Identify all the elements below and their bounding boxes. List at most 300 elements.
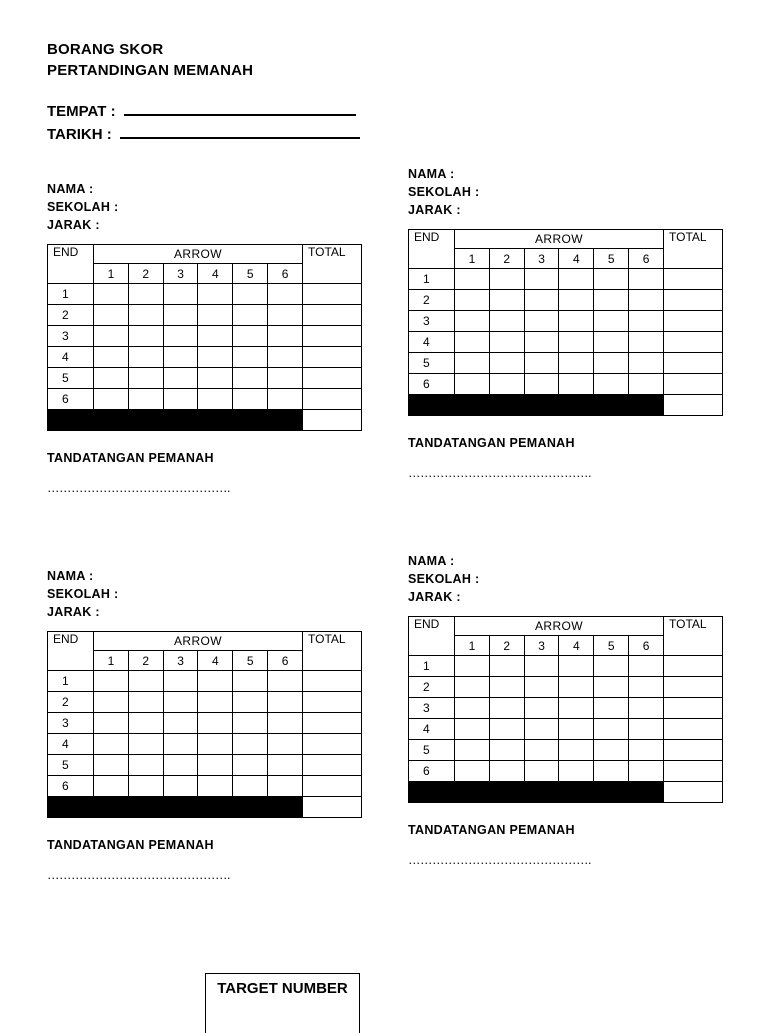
- total-header: TOTAL: [303, 632, 362, 671]
- score-cell[interactable]: [128, 755, 163, 776]
- score-cell[interactable]: [94, 755, 129, 776]
- score-cell[interactable]: [559, 290, 594, 311]
- end-total-cell[interactable]: [664, 353, 723, 374]
- score-cell[interactable]: [268, 776, 303, 797]
- end-number: 5: [48, 755, 94, 776]
- end-total-cell[interactable]: [664, 290, 723, 311]
- score-cell[interactable]: [128, 284, 163, 305]
- score-cell[interactable]: [559, 761, 594, 782]
- end-number: 6: [409, 761, 455, 782]
- score-cell[interactable]: [594, 311, 629, 332]
- table-row: [48, 776, 362, 797]
- table-row: [48, 284, 362, 305]
- score-card-4: [408, 552, 724, 867]
- score-cell[interactable]: [94, 734, 129, 755]
- blackout-bar: [48, 797, 303, 818]
- score-cell[interactable]: [559, 332, 594, 353]
- score-cell[interactable]: [594, 353, 629, 374]
- score-cell[interactable]: [268, 347, 303, 368]
- signature-line[interactable]: ……………………………………….: [47, 481, 230, 495]
- score-cell[interactable]: [524, 332, 559, 353]
- end-number: 1: [48, 284, 94, 305]
- score-cell[interactable]: [128, 776, 163, 797]
- score-cell[interactable]: [455, 698, 490, 719]
- score-cell[interactable]: [455, 761, 490, 782]
- score-cell[interactable]: [163, 692, 198, 713]
- score-table: [47, 244, 362, 431]
- score-cell[interactable]: [489, 269, 524, 290]
- end-number: 2: [409, 677, 455, 698]
- score-cell[interactable]: [233, 305, 268, 326]
- score-cell[interactable]: [594, 698, 629, 719]
- end-number: 4: [48, 734, 94, 755]
- score-cell[interactable]: [559, 719, 594, 740]
- end-number: 5: [409, 740, 455, 761]
- score-cell[interactable]: [163, 284, 198, 305]
- end-total-cell[interactable]: [664, 656, 723, 677]
- score-cell[interactable]: [94, 389, 129, 410]
- score-cell[interactable]: [559, 269, 594, 290]
- score-cell[interactable]: [594, 332, 629, 353]
- score-cell[interactable]: [94, 776, 129, 797]
- score-cell[interactable]: [233, 692, 268, 713]
- arrow-number: 4: [198, 651, 233, 671]
- table-row: [409, 353, 723, 374]
- table-row: [409, 719, 723, 740]
- score-cell[interactable]: [198, 305, 233, 326]
- score-cell[interactable]: [629, 269, 664, 290]
- score-cell[interactable]: [594, 656, 629, 677]
- score-cell[interactable]: [524, 374, 559, 395]
- table-row: [409, 269, 723, 290]
- end-number: 4: [409, 332, 455, 353]
- score-cell[interactable]: [128, 326, 163, 347]
- arrow-number: 1: [455, 636, 490, 656]
- signature-label: TANDATANGAN PEMANAH: [47, 451, 214, 465]
- score-cell[interactable]: [94, 326, 129, 347]
- score-cell[interactable]: [594, 740, 629, 761]
- end-total-cell[interactable]: [303, 347, 362, 368]
- score-cell[interactable]: [524, 311, 559, 332]
- score-cell[interactable]: [233, 671, 268, 692]
- distance-label: JARAK :: [408, 203, 461, 217]
- score-cell[interactable]: [198, 734, 233, 755]
- table-row: [48, 734, 362, 755]
- arrow-number: 6: [629, 249, 664, 269]
- end-number: 1: [48, 671, 94, 692]
- end-number: 6: [48, 389, 94, 410]
- archer-info: [408, 165, 724, 219]
- end-total-cell[interactable]: [303, 305, 362, 326]
- score-table: [408, 229, 723, 416]
- grand-total-cell[interactable]: [303, 410, 362, 431]
- score-cell[interactable]: [455, 269, 490, 290]
- arrow-number: 1: [455, 249, 490, 269]
- table-row: [48, 755, 362, 776]
- score-cell[interactable]: [524, 353, 559, 374]
- score-cell[interactable]: [128, 713, 163, 734]
- end-total-cell[interactable]: [303, 284, 362, 305]
- score-cell[interactable]: [163, 305, 198, 326]
- end-number: 4: [409, 719, 455, 740]
- table-row: [409, 677, 723, 698]
- arrow-number: 6: [629, 636, 664, 656]
- table-row: [48, 671, 362, 692]
- end-number: 6: [48, 776, 94, 797]
- target-number-box[interactable]: [205, 973, 360, 1033]
- score-cell[interactable]: [489, 656, 524, 677]
- table-row: [409, 761, 723, 782]
- score-card-1: [47, 180, 363, 495]
- score-cell[interactable]: [94, 671, 129, 692]
- score-cell[interactable]: [198, 692, 233, 713]
- arrow-number: 5: [594, 636, 629, 656]
- score-cell[interactable]: [559, 353, 594, 374]
- score-cell[interactable]: [489, 374, 524, 395]
- end-total-cell[interactable]: [303, 389, 362, 410]
- archer-info: [47, 180, 363, 234]
- table-header-row: [409, 617, 723, 636]
- grand-total-cell[interactable]: [664, 395, 723, 416]
- end-total-cell[interactable]: [664, 332, 723, 353]
- end-number: 2: [48, 305, 94, 326]
- score-cell[interactable]: [198, 755, 233, 776]
- score-cell[interactable]: [128, 734, 163, 755]
- arrow-header: ARROW: [455, 617, 664, 636]
- score-cell[interactable]: [629, 719, 664, 740]
- score-cell[interactable]: [455, 353, 490, 374]
- arrow-number: 5: [233, 651, 268, 671]
- blackout-bar: [48, 410, 303, 431]
- arrow-number: 6: [268, 264, 303, 284]
- score-cell[interactable]: [233, 284, 268, 305]
- score-cell[interactable]: [455, 677, 490, 698]
- end-number: 4: [48, 347, 94, 368]
- score-cell[interactable]: [559, 374, 594, 395]
- arrow-header: ARROW: [94, 632, 303, 651]
- score-cell[interactable]: [629, 290, 664, 311]
- score-cell[interactable]: [629, 698, 664, 719]
- score-cell[interactable]: [198, 776, 233, 797]
- score-cell[interactable]: [489, 677, 524, 698]
- score-cell[interactable]: [233, 713, 268, 734]
- score-cell[interactable]: [559, 698, 594, 719]
- score-cell[interactable]: [629, 374, 664, 395]
- arrow-number: 3: [163, 651, 198, 671]
- score-cell[interactable]: [268, 368, 303, 389]
- end-total-cell[interactable]: [303, 755, 362, 776]
- signature-line[interactable]: ……………………………………….: [47, 868, 230, 882]
- score-cell[interactable]: [524, 677, 559, 698]
- score-cell[interactable]: [455, 332, 490, 353]
- total-row: [48, 797, 362, 818]
- end-header: END: [409, 230, 455, 269]
- score-cell[interactable]: [163, 755, 198, 776]
- score-cell[interactable]: [594, 677, 629, 698]
- score-cell[interactable]: [524, 269, 559, 290]
- date-row: [47, 125, 360, 143]
- arrow-number: 4: [559, 636, 594, 656]
- score-cell[interactable]: [163, 734, 198, 755]
- table-row: [48, 347, 362, 368]
- table-header-row: [48, 245, 362, 264]
- score-cell[interactable]: [524, 290, 559, 311]
- score-cell[interactable]: [198, 347, 233, 368]
- score-cell[interactable]: [559, 740, 594, 761]
- score-cell[interactable]: [233, 368, 268, 389]
- end-total-cell[interactable]: [303, 776, 362, 797]
- score-cell[interactable]: [233, 734, 268, 755]
- score-cell[interactable]: [128, 305, 163, 326]
- score-cell[interactable]: [629, 353, 664, 374]
- score-cell[interactable]: [94, 368, 129, 389]
- school-label: SEKOLAH :: [47, 587, 119, 601]
- end-total-cell[interactable]: [664, 719, 723, 740]
- total-row: [48, 410, 362, 431]
- score-cell[interactable]: [198, 671, 233, 692]
- score-cell[interactable]: [233, 389, 268, 410]
- end-total-cell[interactable]: [664, 740, 723, 761]
- name-label: NAMA :: [408, 554, 455, 568]
- end-header: END: [409, 617, 455, 656]
- table-row: [409, 290, 723, 311]
- end-total-cell[interactable]: [303, 326, 362, 347]
- table-header-row: [48, 632, 362, 651]
- score-cell[interactable]: [233, 776, 268, 797]
- table-header-row: [409, 230, 723, 249]
- school-label: SEKOLAH :: [47, 200, 119, 214]
- score-cell[interactable]: [594, 290, 629, 311]
- score-cell[interactable]: [455, 290, 490, 311]
- venue-label: TEMPAT :: [47, 103, 116, 120]
- name-label: NAMA :: [408, 167, 455, 181]
- grand-total-cell[interactable]: [664, 782, 723, 803]
- score-table: [47, 631, 362, 818]
- archer-info: [47, 567, 363, 621]
- score-cell[interactable]: [524, 719, 559, 740]
- score-cell[interactable]: [198, 713, 233, 734]
- end-total-cell[interactable]: [303, 734, 362, 755]
- score-cell[interactable]: [594, 719, 629, 740]
- score-cell[interactable]: [163, 347, 198, 368]
- score-card-2: [408, 165, 724, 480]
- signature-line[interactable]: ……………………………………….: [408, 853, 591, 867]
- score-cell[interactable]: [94, 692, 129, 713]
- end-total-cell[interactable]: [664, 374, 723, 395]
- title-line-2: PERTANDINGAN MEMANAH: [47, 62, 254, 79]
- end-number: 5: [48, 368, 94, 389]
- venue-row: [47, 102, 356, 120]
- score-cell[interactable]: [128, 347, 163, 368]
- score-card-3: [47, 567, 363, 882]
- distance-label: JARAK :: [47, 605, 100, 619]
- end-total-cell[interactable]: [664, 698, 723, 719]
- end-number: 1: [409, 269, 455, 290]
- arrow-number: 2: [128, 651, 163, 671]
- score-cell[interactable]: [524, 740, 559, 761]
- score-cell[interactable]: [268, 692, 303, 713]
- arrow-number: 4: [559, 249, 594, 269]
- score-cell[interactable]: [559, 656, 594, 677]
- signature-line[interactable]: ……………………………………….: [408, 466, 591, 480]
- table-row: [48, 326, 362, 347]
- score-cell[interactable]: [198, 368, 233, 389]
- score-cell[interactable]: [163, 326, 198, 347]
- score-cell[interactable]: [629, 332, 664, 353]
- score-cell[interactable]: [489, 761, 524, 782]
- score-cell[interactable]: [629, 656, 664, 677]
- score-cell[interactable]: [524, 656, 559, 677]
- score-cell[interactable]: [94, 305, 129, 326]
- score-cell[interactable]: [594, 761, 629, 782]
- end-number: 3: [48, 326, 94, 347]
- total-header: TOTAL: [303, 245, 362, 284]
- table-row: [409, 311, 723, 332]
- score-cell[interactable]: [455, 719, 490, 740]
- distance-label: JARAK :: [47, 218, 100, 232]
- target-number-label: TARGET NUMBER: [217, 980, 348, 997]
- table-row: [409, 332, 723, 353]
- score-cell[interactable]: [233, 326, 268, 347]
- blackout-bar: [409, 395, 664, 416]
- end-total-cell[interactable]: [664, 677, 723, 698]
- arrow-header: ARROW: [94, 245, 303, 264]
- arrow-number: 1: [94, 264, 129, 284]
- score-cell[interactable]: [455, 374, 490, 395]
- signature-label: TANDATANGAN PEMANAH: [408, 436, 575, 450]
- table-row: [409, 740, 723, 761]
- distance-label: JARAK :: [408, 590, 461, 604]
- end-total-cell[interactable]: [664, 761, 723, 782]
- score-cell[interactable]: [455, 311, 490, 332]
- score-cell[interactable]: [489, 353, 524, 374]
- score-cell[interactable]: [233, 347, 268, 368]
- score-cell[interactable]: [128, 671, 163, 692]
- end-total-cell[interactable]: [303, 692, 362, 713]
- arrow-number: 3: [524, 636, 559, 656]
- score-cell[interactable]: [455, 740, 490, 761]
- arrow-number: 4: [198, 264, 233, 284]
- score-cell[interactable]: [268, 671, 303, 692]
- end-number: 3: [48, 713, 94, 734]
- end-number: 2: [409, 290, 455, 311]
- score-cell[interactable]: [163, 671, 198, 692]
- total-header: TOTAL: [664, 230, 723, 269]
- score-cell[interactable]: [198, 284, 233, 305]
- score-cell[interactable]: [94, 284, 129, 305]
- signature-label: TANDATANGAN PEMANAH: [47, 838, 214, 852]
- school-label: SEKOLAH :: [408, 572, 480, 586]
- score-cell[interactable]: [489, 719, 524, 740]
- end-number: 5: [409, 353, 455, 374]
- score-cell[interactable]: [128, 692, 163, 713]
- score-cell[interactable]: [128, 368, 163, 389]
- arrow-header: ARROW: [455, 230, 664, 249]
- arrow-number: 5: [594, 249, 629, 269]
- arrow-number: 2: [489, 636, 524, 656]
- end-header: END: [48, 632, 94, 671]
- score-cell[interactable]: [233, 755, 268, 776]
- end-total-cell[interactable]: [664, 269, 723, 290]
- score-cell[interactable]: [94, 347, 129, 368]
- score-cell[interactable]: [163, 368, 198, 389]
- title-line-1: BORANG SKOR: [47, 41, 164, 58]
- score-cell[interactable]: [198, 326, 233, 347]
- date-line[interactable]: [120, 125, 360, 139]
- score-cell[interactable]: [163, 389, 198, 410]
- date-label: TARIKH :: [47, 126, 112, 143]
- venue-line[interactable]: [124, 102, 356, 116]
- score-cell[interactable]: [524, 761, 559, 782]
- score-cell[interactable]: [94, 713, 129, 734]
- name-label: NAMA :: [47, 569, 94, 583]
- score-cell[interactable]: [455, 656, 490, 677]
- score-cell[interactable]: [629, 311, 664, 332]
- end-number: 3: [409, 698, 455, 719]
- score-cell[interactable]: [594, 269, 629, 290]
- end-number: 1: [409, 656, 455, 677]
- table-row: [48, 713, 362, 734]
- score-cell[interactable]: [268, 389, 303, 410]
- arrow-number: 3: [524, 249, 559, 269]
- score-cell[interactable]: [629, 677, 664, 698]
- score-cell[interactable]: [268, 713, 303, 734]
- arrow-number: 2: [489, 249, 524, 269]
- score-cell[interactable]: [559, 311, 594, 332]
- end-total-cell[interactable]: [303, 671, 362, 692]
- arrow-number: 1: [94, 651, 129, 671]
- score-cell[interactable]: [489, 332, 524, 353]
- score-cell[interactable]: [629, 740, 664, 761]
- score-cell[interactable]: [268, 305, 303, 326]
- score-cell[interactable]: [268, 326, 303, 347]
- score-cell[interactable]: [128, 389, 163, 410]
- end-total-cell[interactable]: [303, 713, 362, 734]
- total-row: [409, 395, 723, 416]
- score-cell[interactable]: [489, 698, 524, 719]
- score-cell[interactable]: [489, 311, 524, 332]
- score-cell[interactable]: [629, 761, 664, 782]
- score-cell[interactable]: [163, 776, 198, 797]
- score-cell[interactable]: [163, 713, 198, 734]
- arrow-number: 6: [268, 651, 303, 671]
- score-cell[interactable]: [489, 290, 524, 311]
- table-row: [409, 656, 723, 677]
- school-label: SEKOLAH :: [408, 185, 480, 199]
- score-cell[interactable]: [198, 389, 233, 410]
- arrow-number: 5: [233, 264, 268, 284]
- score-cell[interactable]: [559, 677, 594, 698]
- name-label: NAMA :: [47, 182, 94, 196]
- end-number: 6: [409, 374, 455, 395]
- score-cell[interactable]: [524, 698, 559, 719]
- grand-total-cell[interactable]: [303, 797, 362, 818]
- total-header: TOTAL: [664, 617, 723, 656]
- score-cell[interactable]: [489, 740, 524, 761]
- end-total-cell[interactable]: [664, 311, 723, 332]
- score-cell[interactable]: [268, 284, 303, 305]
- blackout-bar: [409, 782, 664, 803]
- score-cell[interactable]: [268, 755, 303, 776]
- end-total-cell[interactable]: [303, 368, 362, 389]
- score-table: [408, 616, 723, 803]
- table-row: [48, 692, 362, 713]
- total-row: [409, 782, 723, 803]
- score-cell[interactable]: [594, 374, 629, 395]
- score-cell[interactable]: [268, 734, 303, 755]
- end-number: 2: [48, 692, 94, 713]
- end-number: 3: [409, 311, 455, 332]
